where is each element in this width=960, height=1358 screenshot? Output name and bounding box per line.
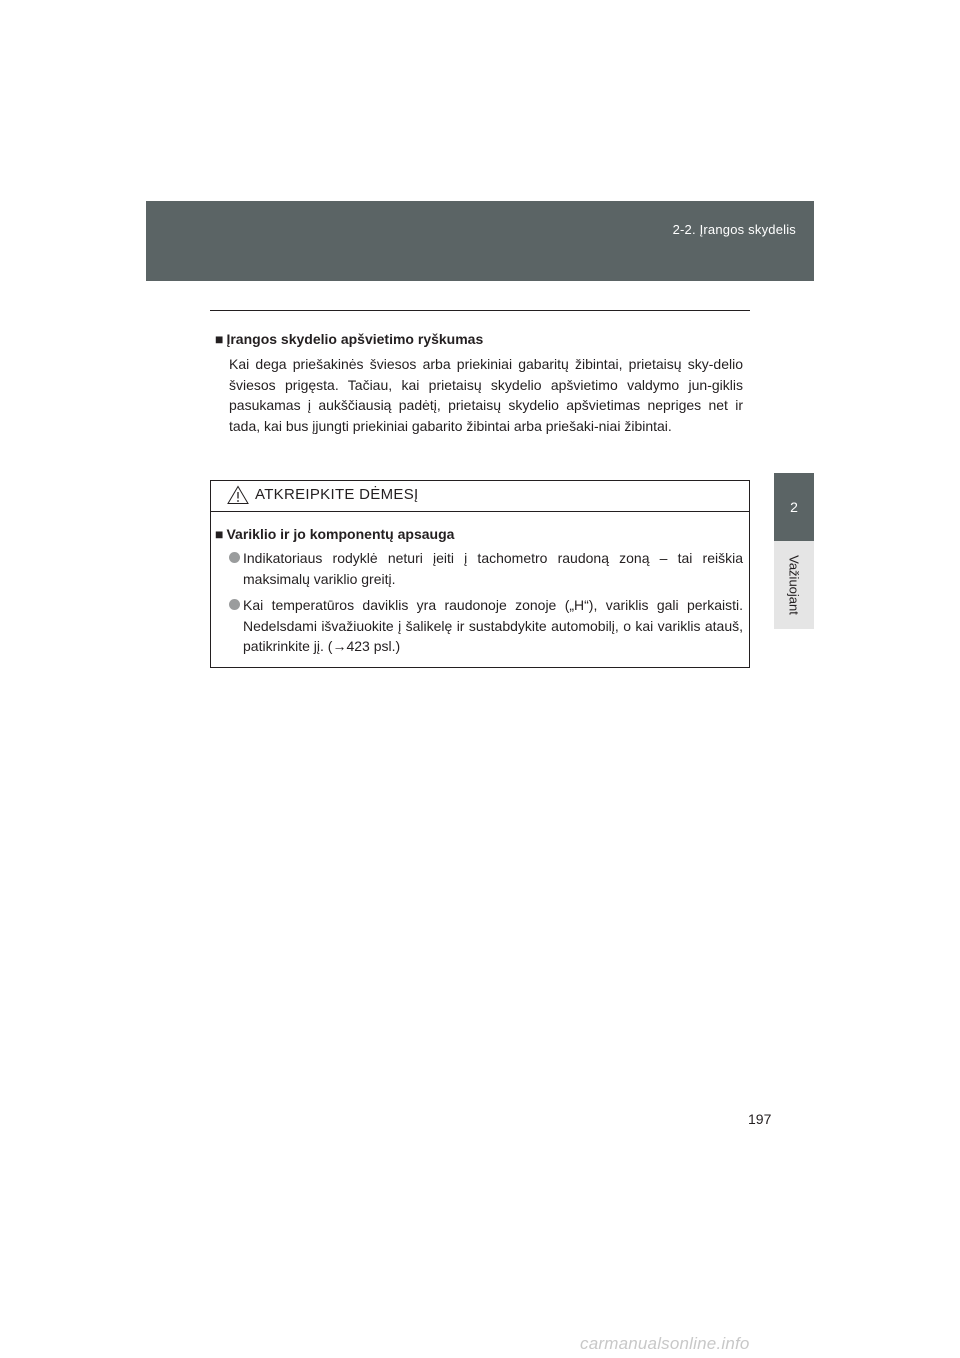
section-title: 2-2. Įrangos skydelis [672, 222, 796, 237]
section-divider [210, 310, 750, 311]
section-heading [215, 329, 743, 349]
caution-bullet-text: Kai temperatūros daviklis yra raudonoje zonoje („H“), variklis gali perkaisti. Nedelsdami išvažiuokite į šalikelę ir sustabdykite automobilį, o kai variklis atauš, patikrinkite jį. ( [243, 597, 743, 655]
caution-box [210, 480, 750, 668]
caution-bullet-item [215, 548, 743, 589]
caution-bullet-item [215, 595, 743, 657]
chapter-label-text: Važiuojant [786, 555, 802, 615]
bullet-dot-icon [229, 599, 240, 610]
bullet-dot-icon [229, 552, 240, 563]
watermark: carmanualsonline.info [580, 1334, 750, 1353]
chapter-tab-number: 2 [774, 473, 814, 541]
closing-paren: ) [395, 638, 401, 655]
page-ref-arrow-icon: → [332, 638, 347, 655]
section-paragraph: Kai dega priešakinės šviesos arba priekiniai gabaritų žibintai, prietaisų sky-delio šviesos prigęsta. Tačiau, kai prietaisų skydelio apšvietimo valdymo jun-giklis pasukamas į aukščiausią padėtį, prietaisų skydelio apšvietimas nepriges net ir tada, kai bus įjungti priekiniai gabarito žibintai arba priešaki-niai žibintai. [229, 356, 743, 434]
caution-content [211, 512, 749, 657]
page-reference-link[interactable]: 423 psl. [346, 638, 396, 655]
chapter-tab-label [774, 541, 814, 629]
section-heading-text: Įrangos skydelio apšvietimo ryškumas [226, 331, 484, 347]
page-number: 197 [748, 1111, 772, 1127]
caution-bullet-text: Indikatoriaus rodyklė neturi įeiti į tachometro raudoną zoną – tai reiškia maksimalų variklio greitį. [243, 550, 743, 587]
square-bullet-icon: ■ [215, 526, 224, 542]
caution-title: ATKREIPKITE DĖMESĮ [255, 486, 419, 503]
warning-triangle-icon [227, 485, 249, 505]
caution-header [211, 481, 749, 512]
caution-heading [215, 524, 743, 544]
brightness-section [215, 329, 743, 436]
square-bullet-icon: ■ [215, 331, 224, 347]
caution-heading-text: Variklio ir jo komponentų apsauga [226, 526, 455, 542]
section-header-band [146, 201, 814, 281]
